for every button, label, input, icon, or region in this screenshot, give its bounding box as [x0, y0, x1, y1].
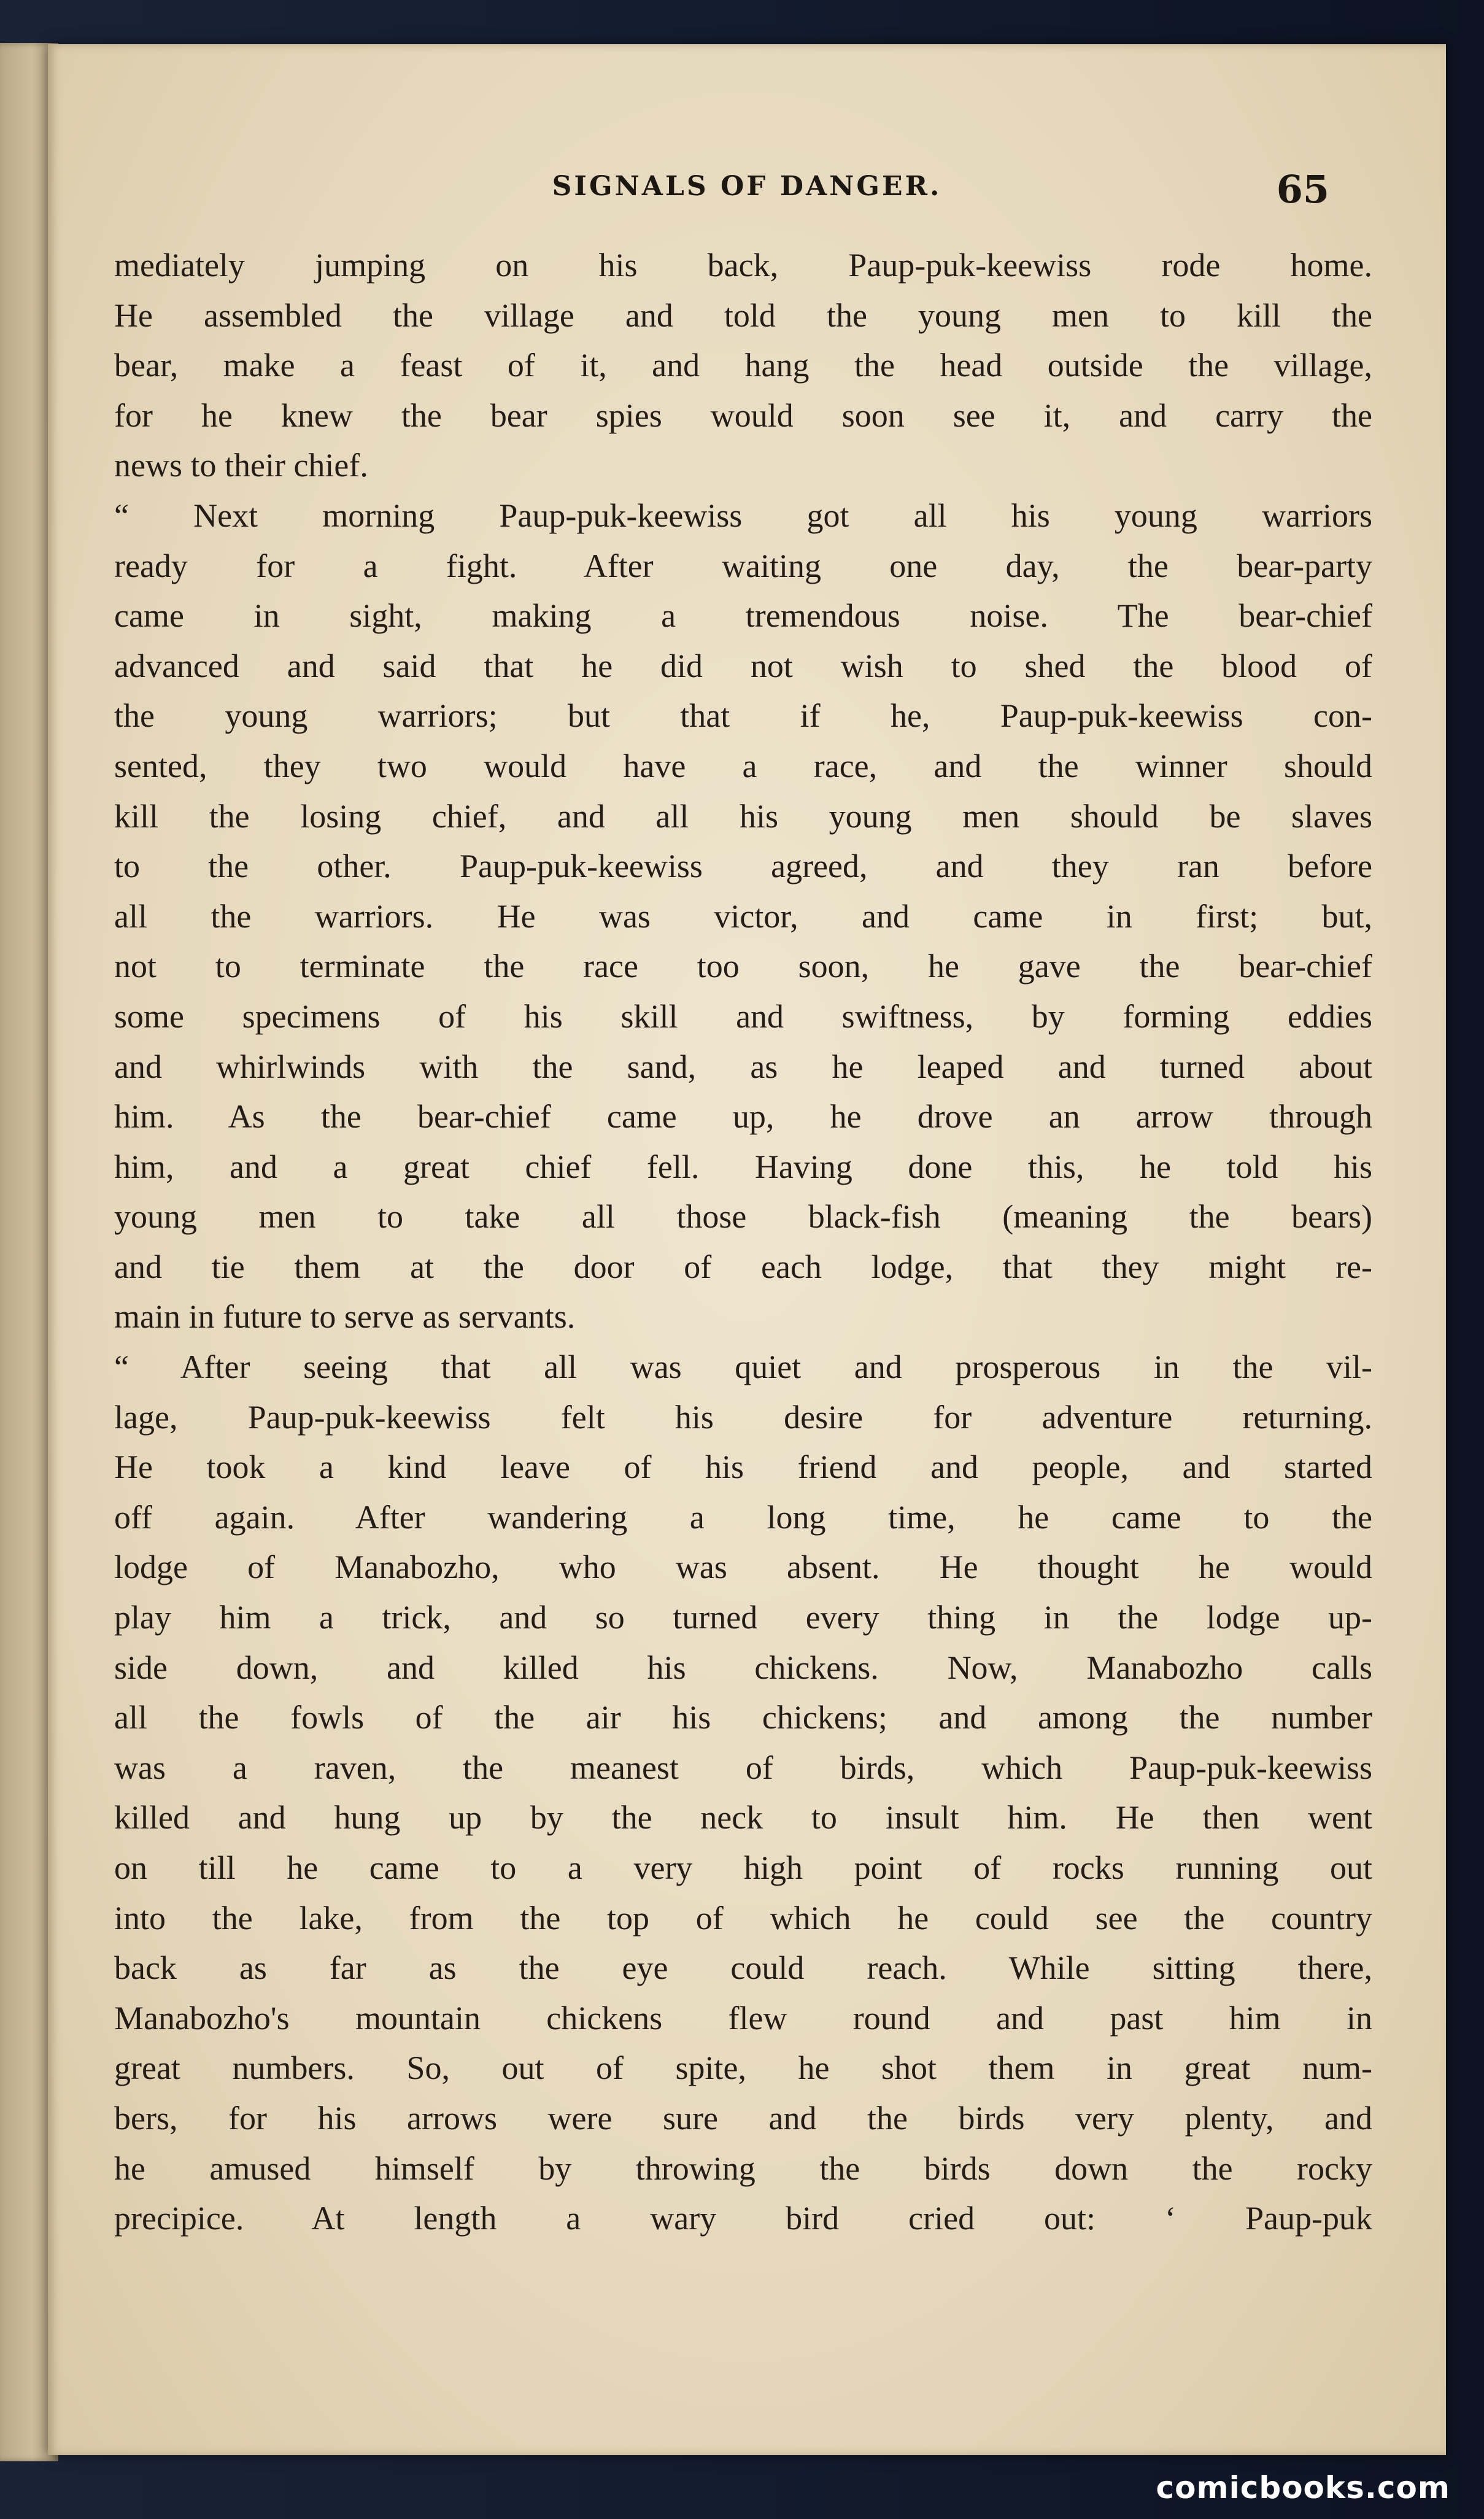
text-line: ready for a fight. After waiting one day, the bear-party [114, 547, 1372, 584]
text-line: lodge of Manabozho, who was absent. He thought he would [114, 1549, 1372, 1586]
text-line: He took a kind leave of his friend and people, and started [114, 1449, 1372, 1486]
text-line: on till he came to a very high point of rocks running out [114, 1849, 1372, 1886]
text-line: “ Next morning Paup-puk-keewiss got all his young warriors [114, 497, 1372, 534]
text-line: young men to take all those black-fish (meaning the bears) [114, 1198, 1372, 1236]
text-line: was a raven, the meanest of birds, which Paup-puk-keewiss [114, 1749, 1372, 1786]
text-line: mediately jumping on his back, Paup-puk-keewiss rode home. [114, 247, 1372, 284]
text-line: and whirlwinds with the sand, as he leaped and turned about [114, 1048, 1372, 1085]
text-line: for he knew the bear spies would soon see it, and carry the [114, 397, 1372, 434]
text-line: great numbers. So, out of spite, he shot them in great num- [114, 2049, 1372, 2087]
text-line: all the fowls of the air his chickens; and among the number [114, 1699, 1372, 1736]
text-line: him. As the bear-chief came up, he drove an arrow through [114, 1098, 1372, 1136]
page-number: 65 [1276, 167, 1329, 212]
text-line: bers, for his arrows were sure and the birds very plenty, and [114, 2099, 1372, 2137]
text-line: him, and a great chief fell. Having done this, he told his [114, 1148, 1372, 1185]
text-line: he amused himself by throwing the birds down the rocky [114, 2149, 1372, 2187]
text-line: killed and hung up by the neck to insult him. He then went [114, 1799, 1372, 1836]
text-line: side down, and killed his chickens. Now, Manabozho calls [114, 1649, 1372, 1686]
text-line: bear, make a feast of it, and hang the head outside the village, [114, 347, 1372, 384]
text-line: sented, they two would have a race, and the winner should [114, 747, 1372, 784]
text-line: came in sight, making a tremendous noise. The bear-chief [114, 597, 1372, 635]
text-line: into the lake, from the top of which he could see the country [114, 1899, 1372, 1937]
text-line: play him a trick, and so turned every thing in the lodge up- [114, 1599, 1372, 1636]
text-line: kill the losing chief, and all his young men should be slaves [114, 797, 1372, 835]
text-line: main in future to serve as servants. [114, 1298, 576, 1336]
text-line: to the other. Paup-puk-keewiss agreed, and they ran before [114, 848, 1372, 885]
text-line: back as far as the eye could reach. While sitting there, [114, 1949, 1372, 1987]
text-line: “ After seeing that all was quiet and prosperous in the vil- [114, 1348, 1372, 1386]
text-line: the young warriors; but that if he, Paup-puk-keewiss con- [114, 697, 1372, 735]
text-line: some specimens of his skill and swiftness, by forming eddies [114, 997, 1372, 1035]
text-line: off again. After wandering a long time, he came to the [114, 1498, 1372, 1536]
text-line: and tie them at the door of each lodge, that they might re- [114, 1248, 1372, 1285]
text-line: He assembled the village and told the young men to kill the [114, 296, 1372, 334]
text-line: precipice. At length a wary bird cried out: ‘ Paup-puk [114, 2200, 1372, 2237]
book-page [48, 44, 1446, 2455]
text-line: Manabozho's mountain chickens flew round and past him in [114, 1999, 1372, 2037]
text-line: not to terminate the race too soon, he gave the bear-chief [114, 948, 1372, 985]
running-title: SIGNALS OF DANGER. [552, 171, 942, 202]
body-text [114, 241, 1372, 2244]
text-line: lage, Paup-puk-keewiss felt his desire for adventure returning. [114, 1398, 1372, 1436]
running-head [48, 167, 1446, 216]
text-line: advanced and said that he did not wish to shed the blood of [114, 647, 1372, 684]
site-watermark: comicbooks.com [1156, 2470, 1450, 2505]
text-line: news to their chief. [114, 447, 368, 484]
text-line: all the warriors. He was victor, and came in first; but, [114, 897, 1372, 935]
